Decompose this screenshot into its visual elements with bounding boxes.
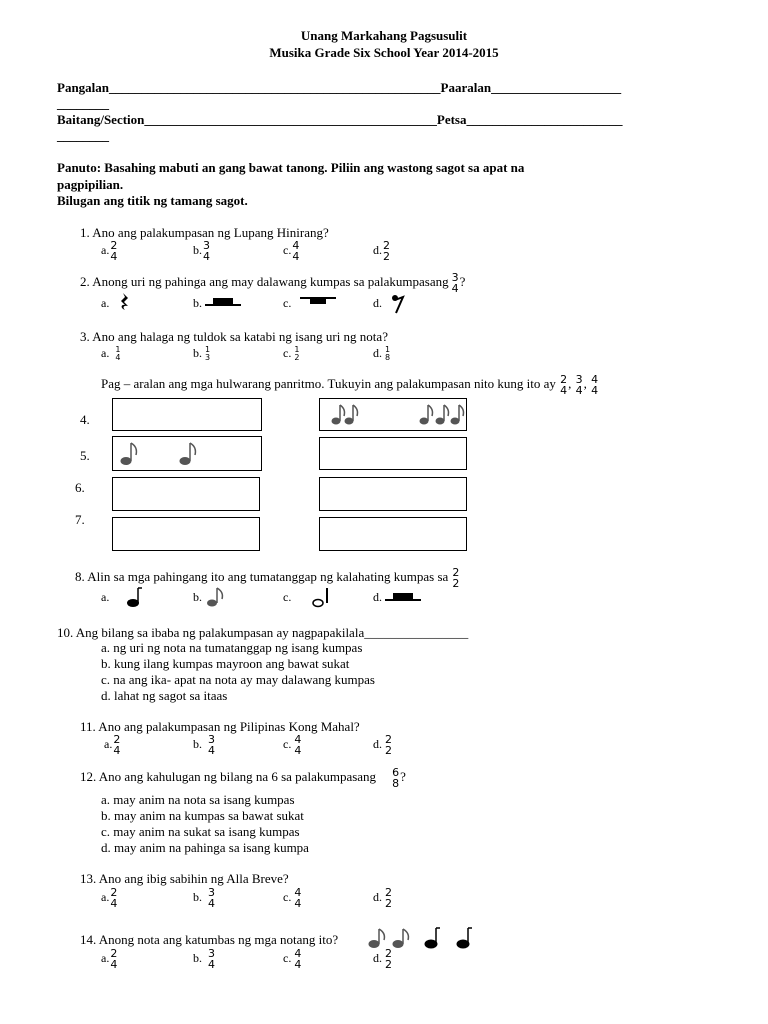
q14-option-a[interactable]: a. 2 4 [101,947,118,971]
q2-option-b[interactable]: b. [193,296,202,310]
q8-option-d[interactable]: d. [373,590,382,604]
question-8: 8. Alin sa mga pahingang ito ang tumatanggap ng kalahating kumpas sa 2 2 [75,566,460,590]
item-7-number: 7. [75,512,85,527]
q10-option-b[interactable]: b. kung ilang kumpas mayroon ang bawat sukat [101,656,350,671]
q10-option-c[interactable]: c. na ang ika- apat na nota ay may dalawang kumpas [101,672,375,687]
q8-option-b[interactable]: b. [193,590,202,604]
q11-option-c[interactable]: c. 4 4 [283,733,302,757]
q11-option-a[interactable]: a. 2 4 [104,733,121,757]
q10-option-d[interactable]: d. lahat ng sagot sa itaas [101,688,228,703]
q14-option-b[interactable]: b. 3 4 [193,947,215,971]
instructions-line-1: Panuto: Basahing mabuti an gang bawat tanong. Piliin ang wastong sagot sa apat na [57,160,525,175]
section-date-line: Baitang/Section_____________________________________________Petsa________________________ [57,112,623,127]
question-10: 10. Ang bilang sa ibaba ng palakumpasan ay nagpapakilala________________ [57,625,469,640]
section-date-line-cont: ________ [57,128,109,143]
q1-option-a[interactable]: a. 2 4 [101,239,118,263]
item-5-answer-box[interactable] [319,437,467,470]
item-6-number: 6. [75,480,85,495]
eighth-note-icon [206,586,226,608]
half-rest-icon [205,296,241,308]
q3-option-c[interactable]: c. 1 2 [283,345,300,363]
item-7-box-left[interactable] [112,517,260,551]
q11-option-d[interactable]: d. 2 2 [373,733,392,757]
name-school-line: Pangalan___________________________________________________Paaralan____________________ [57,80,622,95]
item-6-box-right[interactable] [319,477,467,511]
question-11: 11. Ano ang palakumpasan ng Pilipinas Kong Mahal? [80,719,360,734]
q1-option-d[interactable]: d. 2 2 [373,239,390,263]
q2-option-a[interactable]: a. [101,296,110,310]
q12-option-d[interactable]: d. may anim na pahinga sa isang kumpa [101,840,309,855]
name-school-line-cont: ________ [57,96,109,111]
q13-option-d[interactable]: d. 2 2 [373,886,392,910]
q8-option-a[interactable]: a. [101,590,110,604]
instructions-line-3: Bilugan ang titik ng tamang sagot. [57,193,248,208]
item-6-box-left[interactable] [112,477,260,511]
q13-option-a[interactable]: a. 2 4 [101,886,118,910]
q8-option-c[interactable]: c. [283,590,292,604]
q3-option-a[interactable]: a. 1 4 [101,345,121,363]
q12-option-a[interactable]: a. may anim na nota sa isang kumpas [101,792,295,807]
quarter-rest-icon [118,292,132,310]
q14-option-d[interactable]: d. 2 2 [373,947,392,971]
question-2: 2. Anong uri ng pahinga ang may dalawang kumpas sa palakumpasang 3 4 ? [80,271,466,295]
q13-option-c[interactable]: c. 4 4 [283,886,302,910]
question-1: 1. Ano ang palakumpasan ng Lupang Hinirang? [80,225,329,240]
q2-option-c[interactable]: c. [283,296,292,310]
quarter-note-icon [125,586,145,608]
q1-option-b[interactable]: b. 3 4 [193,239,210,263]
q3-option-d[interactable]: d. 1 8 [373,345,391,363]
q14-option-c[interactable]: c. 4 4 [283,947,302,971]
item-4-answer-box[interactable] [112,398,262,431]
eighth-notes-icon [320,399,468,432]
whole-rest-icon [300,296,336,308]
item-4-rhythm-box [319,398,467,431]
instructions-line-2: pagpipilian. [57,177,124,192]
question-3: 3. Ano ang halaga ng tuldok sa katabi ng isang uri ng nota? [80,329,388,344]
q2-option-d[interactable]: d. [373,296,382,310]
item-7-box-right[interactable] [319,517,467,551]
item-5-number: 5. [80,448,90,463]
q10-option-a[interactable]: a. ng uri ng nota na tumatanggap ng isang kumpas [101,640,363,655]
q1-option-c[interactable]: c. 4 4 [283,239,300,263]
exam-title: Unang Markahang Pagsusulit [300,28,468,43]
q12-option-b[interactable]: b. may anim na kumpas sa bawat sukat [101,808,304,823]
q3-option-b[interactable]: b. 1 3 [193,345,211,363]
half-note-icon [310,586,332,608]
item-5-rhythm-box [112,436,262,471]
eighth-rest-icon [390,294,406,314]
question-13: 13. Ano ang ibig sabihin ng Alla Breve? [80,871,289,886]
eighth-notes-icon [113,437,263,472]
q11-option-b[interactable]: b. 3 4 [193,733,215,757]
q12-option-c[interactable]: c. may anim na sukat sa isang kumpas [101,824,300,839]
question-14: 14. Anong nota ang katumbas ng mga notang ito? [80,932,339,947]
q13-option-b[interactable]: b. 3 4 [193,886,215,910]
exam-subtitle: Musika Grade Six School Year 2014-2015 [269,45,499,60]
half-rest-icon [385,591,421,603]
rhythm-instruction: Pag – aralan ang mga hulwarang panritmo. Tukuyin ang palakumpasan nito kung ito ay 2 4 , 3 4 , 4 4 [101,373,599,397]
question-12: 12. Ano ang kahulugan ng bilang na 6 sa palakumpasang 6 8 ? [80,766,406,790]
item-4-number: 4. [80,412,90,427]
